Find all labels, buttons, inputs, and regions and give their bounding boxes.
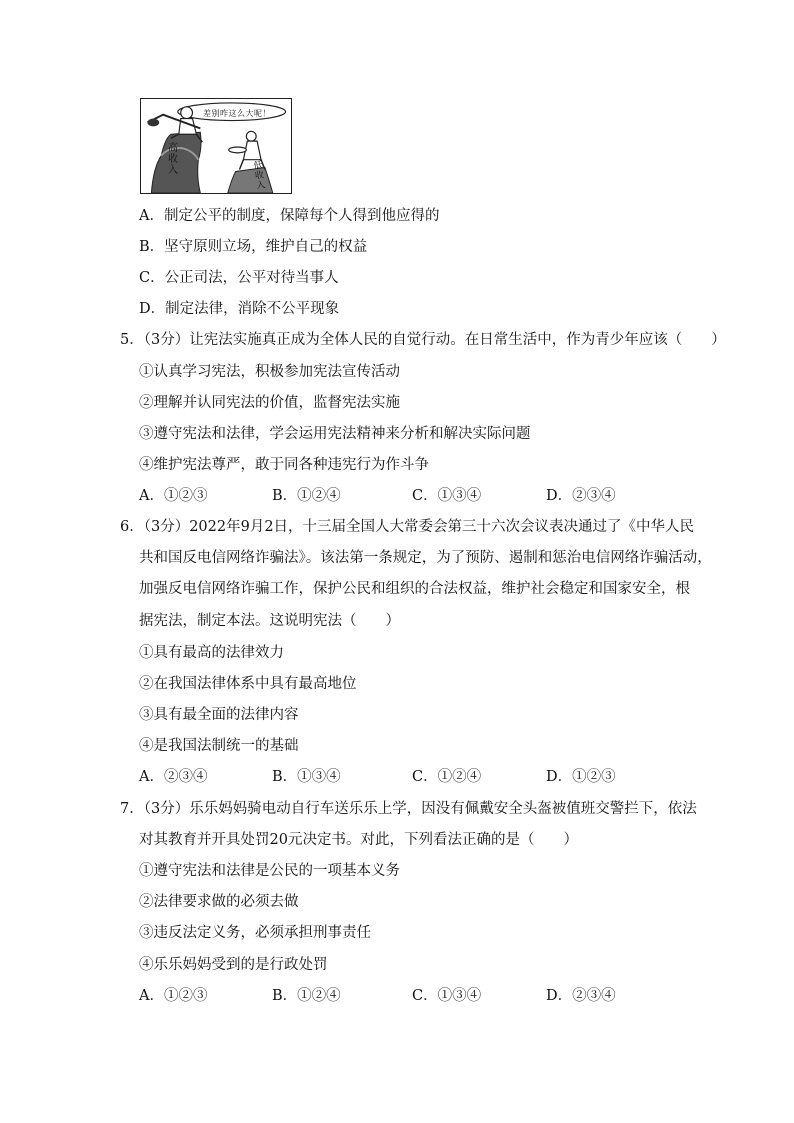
q5-item-2: ②理解并认同宪法的价值，监督宪法实施 <box>139 395 400 411</box>
low-income-label: 低收入 <box>252 160 267 192</box>
q7-item-3: ③违反法定义务，必须承担刑事责任 <box>139 925 371 941</box>
q5-choice-b[interactable]: B．①②④ <box>272 488 341 504</box>
q5-item-1: ①认真学习宪法，积极参加宪法宣传活动 <box>139 364 400 380</box>
q5-choice-a[interactable]: A．①②③ <box>139 488 208 504</box>
q5-stem: 5．（3分）让宪法实施真正成为全体人民的自觉行动。在日常生活中，作为青少年应该（ ） <box>120 332 726 348</box>
q7-item-2: ②法律要求做的必须去做 <box>139 894 299 910</box>
q6-choice-a[interactable]: A．②③④ <box>139 769 208 785</box>
q6-stem-line-1: 6．（3分）2022年9月2日，十三届全国人大常委会第三十六次会议表决通过了《中华人民 <box>120 519 695 535</box>
speech-bubble-text: 差别咋这么大呢！ <box>203 109 271 118</box>
q6-item-2: ②在我国法律体系中具有最高地位 <box>139 676 357 692</box>
q7-choice-a[interactable]: A．①②③ <box>139 988 208 1004</box>
q6-choice-c[interactable]: C．①②④ <box>412 769 482 785</box>
q6-item-1: ①具有最高的法律效力 <box>139 645 284 661</box>
q6-item-4: ④是我国法制统一的基础 <box>139 738 299 754</box>
q6-stem-line-4: 据宪法，制定本法。这说明宪法（ ） <box>139 613 400 629</box>
q5-item-3: ③遵守宪法和法律，学会运用宪法精神来分析和解决实际问题 <box>139 426 531 442</box>
q7-choice-d[interactable]: D．②③④ <box>546 988 616 1004</box>
q7-stem-line-1: 7．（3分）乐乐妈妈骑电动自行车送乐乐上学，因没有佩戴安全头盔被值班交警拦下，依法 <box>120 801 697 817</box>
q7-item-4: ④乐乐妈妈受到的是行政处罚 <box>139 957 328 973</box>
q4-option-d[interactable]: D．制定法律，消除不公平现象 <box>139 301 340 317</box>
q6-stem-line-3: 加强反电信网络诈骗工作，保护公民和组织的合法权益，维护社会稳定和国家安全，根 <box>139 581 690 597</box>
q6-choice-d[interactable]: D．①②③ <box>546 769 616 785</box>
q7-stem-line-2: 对其教育并开具处罚20元决定书。对此，下列看法正确的是（ ） <box>139 832 578 848</box>
q5-item-4: ④维护宪法尊严，敢于同各种违宪行为作斗争 <box>139 457 429 473</box>
q7-choice-c[interactable]: C．①③④ <box>412 988 482 1004</box>
q4-option-a[interactable]: A．制定公平的制度，保障每个人得到他应得的 <box>139 208 440 224</box>
q6-item-3: ③具有最全面的法律内容 <box>139 707 299 723</box>
income-gap-cartoon <box>140 98 292 194</box>
q5-choice-d[interactable]: D．②③④ <box>546 488 616 504</box>
q7-item-1: ①遵守宪法和法律是公民的一项基本义务 <box>139 863 400 879</box>
q5-choice-c[interactable]: C．①③④ <box>412 488 482 504</box>
q6-stem-line-2: 共和国反电信网络诈骗法》。该法第一条规定，为了预防、遏制和惩治电信网络诈骗活动， <box>139 550 712 566</box>
q6-choice-b[interactable]: B．①③④ <box>272 769 341 785</box>
q4-option-b[interactable]: B．坚守原则立场，维护自己的权益 <box>139 239 368 255</box>
q4-option-c[interactable]: C．公正司法，公平对待当事人 <box>139 270 339 286</box>
high-income-label: 高收入 <box>168 143 178 176</box>
q7-choice-b[interactable]: B．①②④ <box>272 988 341 1004</box>
